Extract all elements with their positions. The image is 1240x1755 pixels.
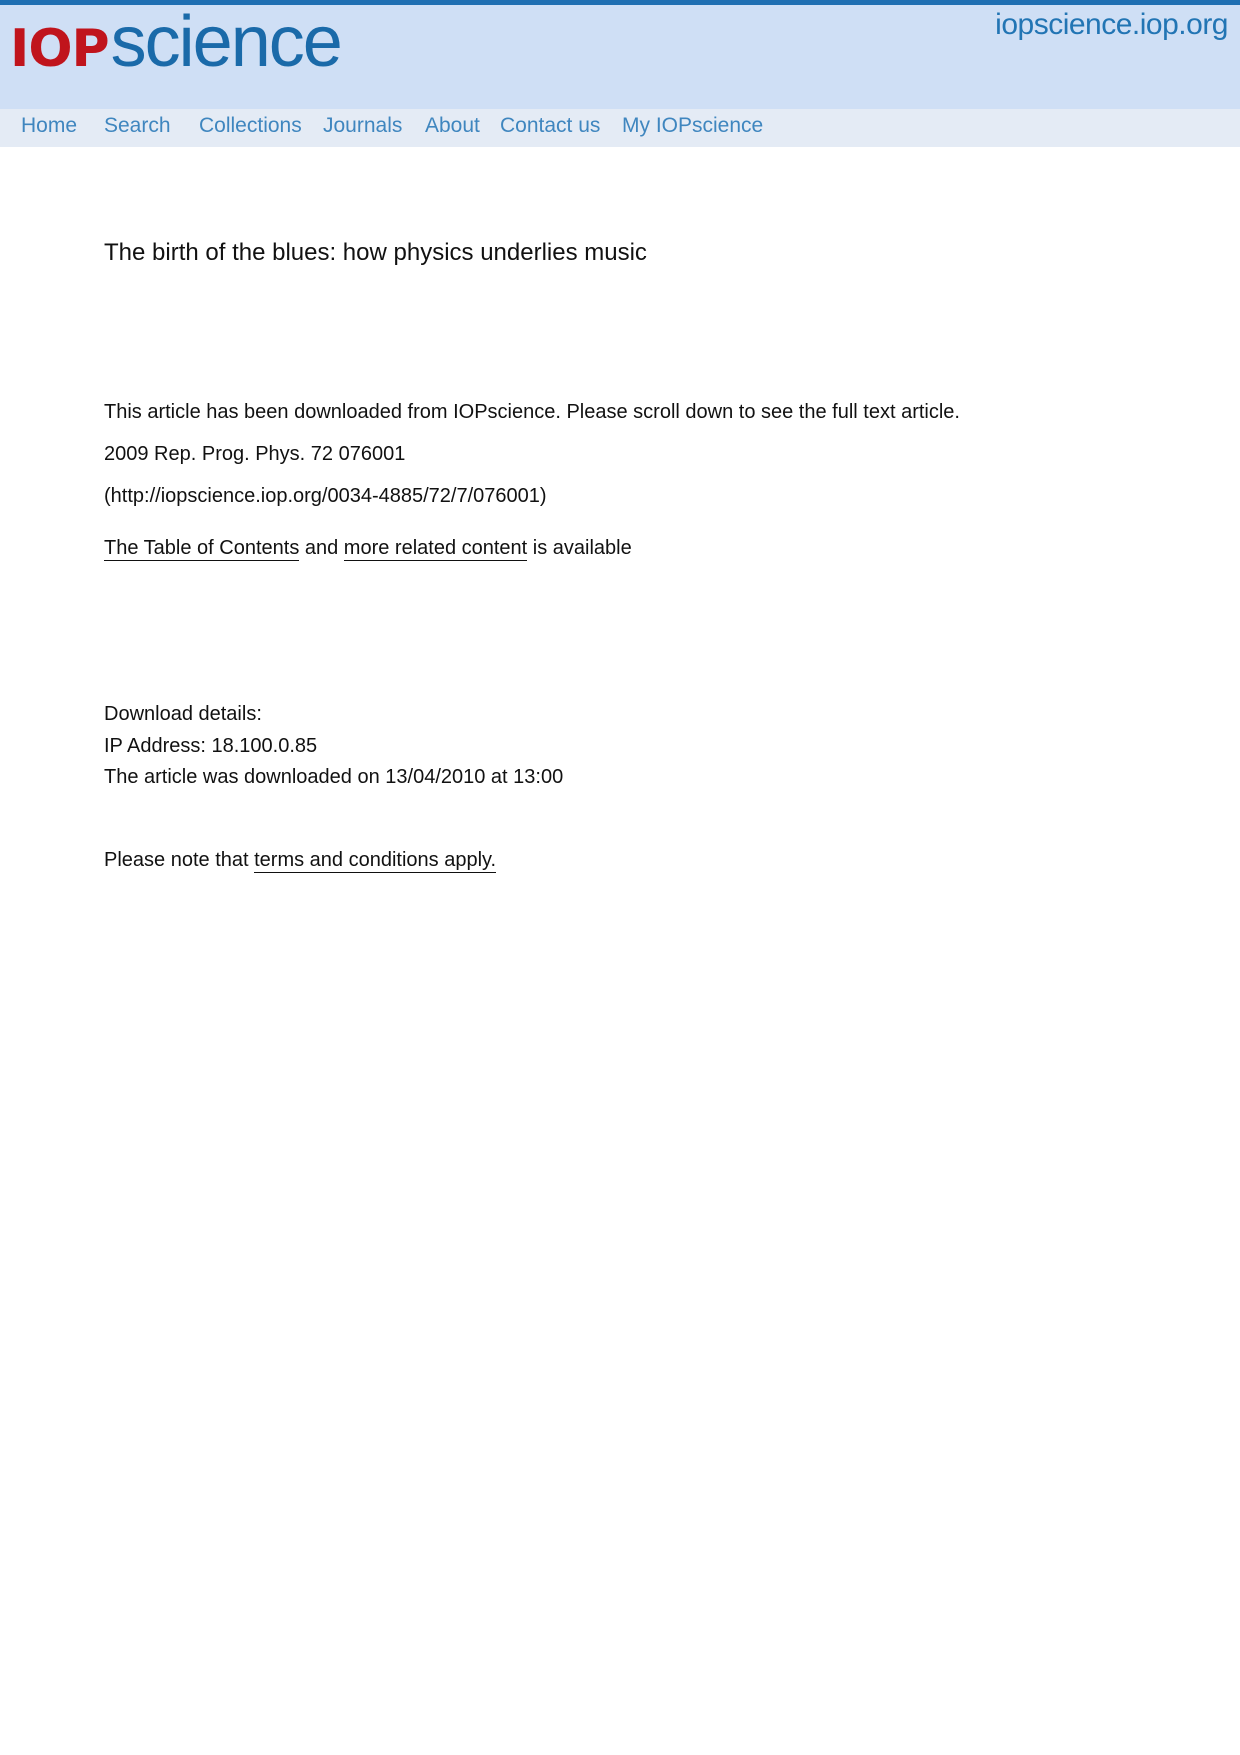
nav-bar <box>0 109 1240 147</box>
nav-item-search[interactable]: Search <box>104 114 171 137</box>
terms-prefix: Please note that <box>104 849 255 871</box>
is-available-text: is available <box>527 537 632 559</box>
logo-iop-text: IOP <box>10 19 109 79</box>
more-related-content-link[interactable]: more related content <box>343 537 528 559</box>
article-title: The birth of the blues: how physics underlies music <box>104 239 647 266</box>
nav-item-my-iopscience[interactable]: My IOPscience <box>622 114 764 137</box>
nav-item-contact-us[interactable]: Contact us <box>500 114 601 137</box>
terms-line <box>104 849 496 872</box>
article-url: (http://iopscience.iop.org/0034-4885/72/7/076001) <box>104 485 547 507</box>
nav-item-home[interactable]: Home <box>21 114 78 137</box>
nav-item-collections[interactable]: Collections <box>199 114 302 137</box>
site-url[interactable]: iopscience.iop.org <box>995 8 1228 41</box>
and-text: and <box>299 537 344 559</box>
article-citation: 2009 Rep. Prog. Phys. 72 076001 <box>104 443 406 465</box>
iopscience-logo[interactable] <box>10 2 341 85</box>
nav-item-about[interactable]: About <box>425 114 480 137</box>
terms-and-conditions-link[interactable]: terms and conditions apply. <box>254 849 497 871</box>
logo-science-text: science <box>110 2 341 82</box>
table-of-contents-link[interactable]: The Table of Contents <box>104 537 300 559</box>
ip-address: IP Address: 18.100.0.85 <box>104 735 318 757</box>
site-header <box>0 0 1240 109</box>
download-details-heading: Download details: <box>104 703 262 725</box>
download-date: The article was downloaded on 13/04/2010 at 13:00 <box>104 766 564 788</box>
nav-item-journals[interactable]: Journals <box>323 114 403 137</box>
download-notice: This article has been downloaded from IOPscience. Please scroll down to see the full text article. <box>104 401 960 423</box>
related-links-line <box>104 537 632 560</box>
